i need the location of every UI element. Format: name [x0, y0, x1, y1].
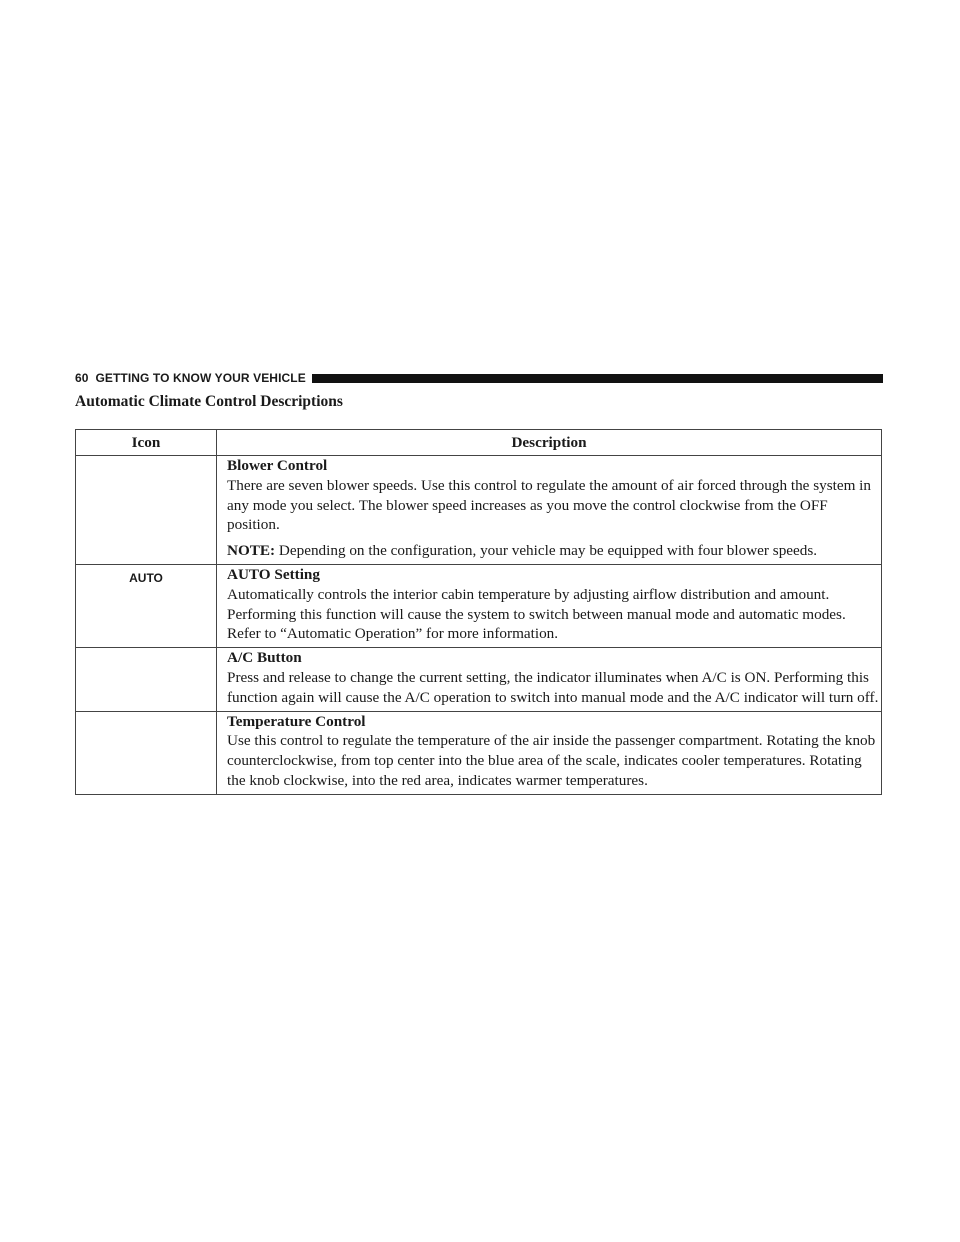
- section-name: GETTING TO KNOW YOUR VEHICLE: [95, 371, 306, 385]
- row-title: A/C Button: [227, 649, 302, 667]
- ac-button-icon: [76, 648, 217, 711]
- row-description: Press and release to change the current setting, the indicator illuminates when A/C is ON. Performing this function again will cause the A/C operation to switch into manual mode and the A/C indicator will turn off.: [227, 668, 879, 706]
- page-header-text: [75, 371, 306, 385]
- row-description: Automatically controls the interior cabin temperature by adjusting airflow distribution and amount. Performing this function will cause the system to switch between manual mode and automatic modes. Refer to “Automatic Operation” for more information.: [227, 585, 846, 643]
- section-title: Automatic Climate Control Descriptions: [75, 393, 343, 410]
- description-cell: [217, 648, 882, 711]
- blower-control-icon: [76, 456, 217, 565]
- row-title: Temperature Control: [227, 712, 366, 730]
- header-rule: [312, 374, 883, 383]
- auto-icon: [76, 564, 217, 647]
- row-title: AUTO Setting: [227, 565, 320, 583]
- table-row: [76, 648, 882, 711]
- note-label: NOTE:: [227, 542, 276, 560]
- page-number: 60: [75, 371, 89, 385]
- row-description: There are seven blower speeds. Use this control to regulate the amount of air forced through the system in any mode you select. The blower speed increases as you move the control clockwise from the OFF position.: [227, 476, 872, 534]
- row-title: Blower Control: [227, 457, 328, 474]
- table-row: [76, 711, 882, 794]
- table-row: [76, 456, 882, 565]
- row-description: Use this control to regulate the temperature of the air inside the passenger compartment. Rotating the knob counterclockwise, from top center into the blue area of the scale, indicates cooler temperatures. Rotating the knob clockwise, into the red area, indicates warmer temperatures.: [227, 732, 876, 789]
- temperature-control-icon: [76, 711, 217, 794]
- row-note: [227, 541, 879, 561]
- description-cell: [217, 711, 882, 794]
- table-row: [76, 564, 882, 647]
- note-text: Depending on the configuration, your vehicle may be equipped with four blower speeds.: [278, 542, 818, 560]
- table-header-row: [76, 430, 882, 456]
- column-header-description: Description: [217, 430, 882, 456]
- description-cell: [217, 564, 882, 647]
- page-header: [75, 371, 883, 385]
- climate-control-table: [75, 429, 882, 795]
- column-header-icon: Icon: [76, 430, 217, 456]
- description-cell: [217, 456, 882, 565]
- auto-label: AUTO: [129, 570, 163, 585]
